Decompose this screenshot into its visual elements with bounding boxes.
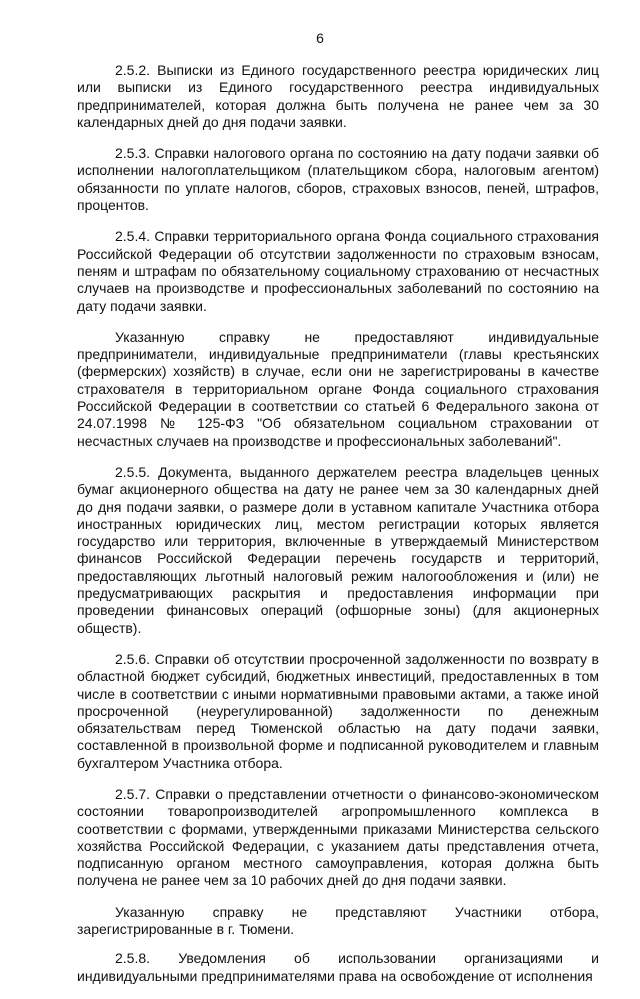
paragraph-note-fss: Указанную справку не предоставляют индивидуальные предприниматели, индивидуальные предприниматели (главы крестьянских (фермерских) хозяйств) в случае, если они не зарегистрированы в качестве страхователя в территориальном органе Фонда социального страхования Российской Федерации в соответствии со статьей 6 Федерального закона от 24.07.1998 № 125-ФЗ "Об обязательном социальном страховании от несчастных случаев на производстве и профессиональных заболеваний". xyxy=(77,328,599,449)
paragraph-2-5-2: 2.5.2. Выписки из Единого государственного реестра юридических лиц или выписки из Единого государственного реестра индивидуальных предпринимателей, которая должна быть получена не ранее чем за 30 календарных дней до дня подачи заявки. xyxy=(77,62,599,130)
paragraph-note-tyumen: Указанную справку не представляют Участники отбора, зарегистрированные в г. Тюмени. xyxy=(77,903,599,938)
paragraph-2-5-5: 2.5.5. Документа, выданного держателем реестра владельцев ценных бумаг акционерного общества на дату не ранее чем за 30 календарных дней до дня подачи заявки, о размере доли в уставном капитале Участника отбора иностранных юридических лиц, местом регистрации которых является государство или территория, включенные в утверждаемый Министерством финансов Российской Федерации перечень государств и территорий, предоставляющих льготный налоговый режим налогообложения и (или) не предусматривающих раскрытия и предоставления информации при проведении финансовых операций (офшорные зоны) (для акционерных обществ). xyxy=(77,463,599,636)
paragraph-2-5-3: 2.5.3. Справки налогового органа по состоянию на дату подачи заявки об исполнении налогоплательщиком (плательщиком сбора, налоговым агентом) обязанности по уплате налогов, сборов, страховых взносов, пеней, штрафов, процентов. xyxy=(77,145,599,214)
page-number: 6 xyxy=(316,30,324,46)
paragraph-2-5-6: 2.5.6. Справки об отсутствии просроченной задолженности по возврату в областной бюджет субсидий, бюджетных инвестиций, предоставленных в том числе в соответствии с иными нормативными правовыми актами, а также иной просроченной (неурегулированной) задолженности по денежным обязательствам перед Тюменской областью на дату подачи заявки, составленной в произвольной форме и подписанной руководителем и главным бухгалтером Участника отбора. xyxy=(77,650,599,771)
document-body xyxy=(77,62,599,999)
paragraph-2-5-4: 2.5.4. Справки территориального органа Фонда социального страхования Российской Федерации об отсутствии задолженности по страховым взносам, пеням и штрафам по обязательному социальному страхованию от несчастных случаев на производстве и профессиональных заболеваний по состоянию на дату подачи заявки. xyxy=(77,228,599,314)
paragraph-2-5-8: 2.5.8. Уведомления об использовании организациями и индивидуальными предпринимателями права на освобождение от исполнения xyxy=(77,950,599,984)
paragraph-2-5-7: 2.5.7. Справки о представлении отчетности о финансово-экономическом состоянии товаропроизводителей агропромышленного комплекса в соответствии с формами, утвержденными приказами Министерства сельского хозяйства Российской Федерации, с указанием даты представления отчета, подписанную органом местного самоуправления, которая должна быть получена не ранее чем за 10 рабочих дней до дня подачи заявки. xyxy=(77,785,599,889)
